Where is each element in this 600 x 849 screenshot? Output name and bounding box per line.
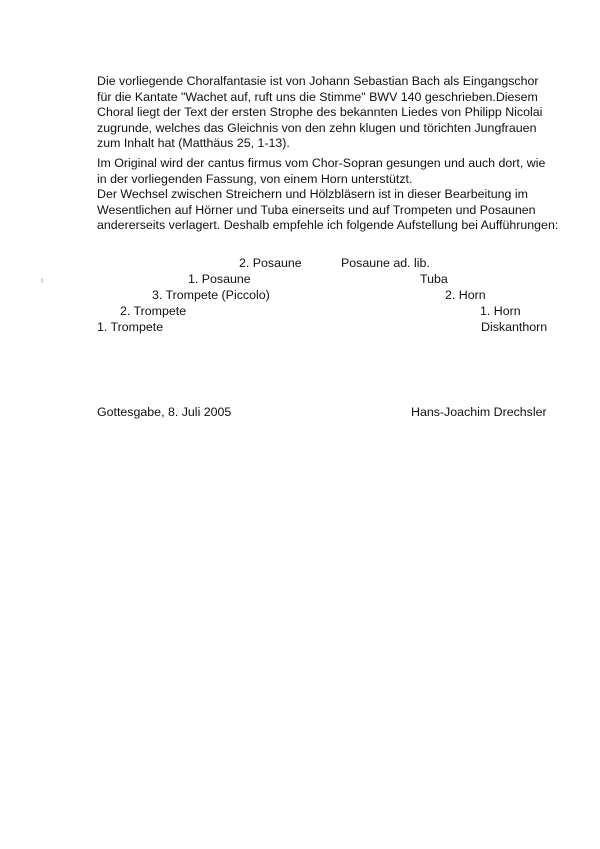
seat-diskanthorn: Diskanthorn	[481, 320, 548, 334]
seat-1-posaune: 1. Posaune	[188, 272, 251, 286]
setup-line: Der Wechsel zwischen Streichern und Hölzbläsern ist in dieser Bearbeitung im	[97, 187, 528, 201]
seat-2-trompete: 2. Trompete	[120, 304, 187, 318]
intro-line: zum Inhalt hat (Matthäus 25, 1-13).	[97, 136, 290, 150]
intro-paragraph	[97, 74, 557, 152]
setup-line: in der vorliegenden Fassung, von einem Horn unterstützt.	[97, 171, 413, 186]
setup-paragraph	[97, 156, 557, 234]
intro-line: für die Kantate "Wachet auf, ruft uns die Stimme" BWV 140 geschrieben.Diesem	[97, 89, 538, 104]
seat-tuba: Tuba	[420, 272, 448, 286]
scan-speck	[41, 278, 43, 283]
place-date: Gottesgabe, 8. Juli 2005	[97, 405, 232, 419]
seat-3-trompete: 3. Trompete (Piccolo)	[152, 288, 270, 302]
seat-posaune-ad-lib: Posaune ad. lib.	[341, 256, 430, 270]
intro-line: Die vorliegende Choralfantasie ist von Johann Sebastian Bach als Eingangschor	[97, 74, 539, 88]
intro-line: zugrunde, welches das Gleichnis von den zehn klugen und törichten Jungfrauen	[97, 120, 537, 135]
intro-line: Choral liegt der Text der ersten Strophe des bekannten Liedes von Philipp Nicolai	[97, 105, 543, 119]
setup-line: Im Original wird der cantus firmus vom Chor-Sopran gesungen und auch dort, wie	[97, 156, 546, 170]
seat-2-horn: 2. Horn	[445, 288, 486, 302]
author-signature: Hans-Joachim Drechsler	[411, 405, 547, 419]
seat-1-trompete: 1. Trompete	[97, 320, 164, 334]
seat-1-horn: 1. Horn	[480, 304, 521, 318]
setup-line: andererseits verlagert. Deshalb empfehle ich folgende Aufstellung bei Aufführungen:	[97, 218, 559, 232]
setup-line: Wesentlichen auf Hörner und Tuba einerseits und auf Trompeten und Posaunen	[97, 202, 536, 217]
seat-2-posaune: 2. Posaune	[239, 256, 302, 270]
